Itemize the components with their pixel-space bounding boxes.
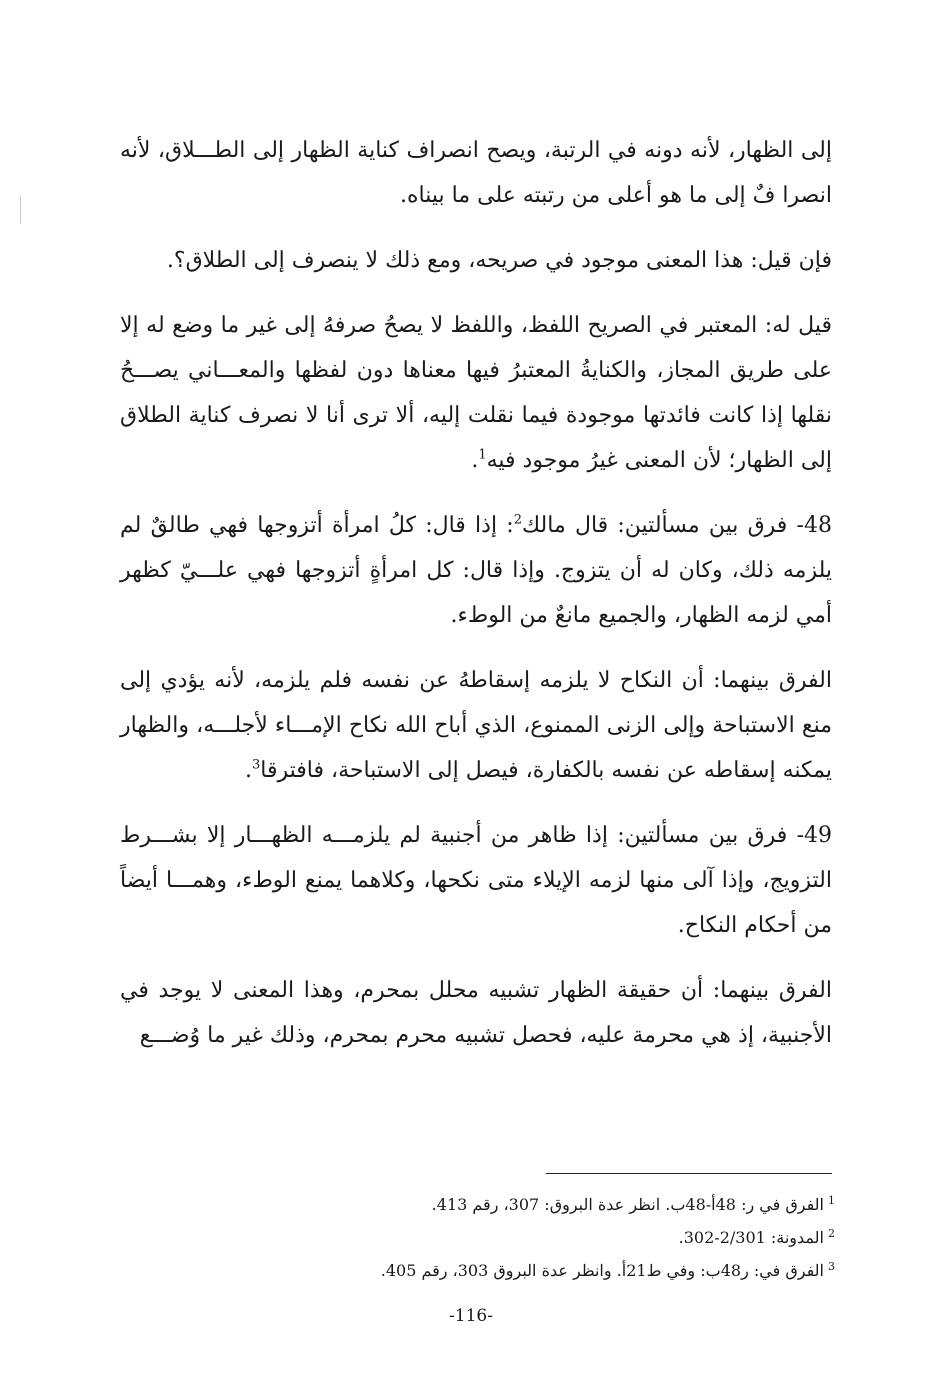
footnote-3-number: 3: [828, 1259, 835, 1273]
paragraph-3-text: قيل له: المعتبر في الصريح اللفظ، واللفظ لا يصحُ صرفهُ إلى غير ما وضع له إلا على طريق المجاز، والكنايةُ المعتبرُ فيها معناها دون لفظها والمعـــاني يصـــحُ نقلها إذا كانت فائدتها موجودة فيما نقلت إليه، ألا ترى أنا لا نصرف كناية الطلاق إلى الظهار؛ لأن المعنى غيرُ موجود فيه: [120, 313, 833, 473]
paragraph-4-text: 48- فرق بين مسألتين: قال مالك: [522, 513, 832, 538]
paragraph-5: [120, 658, 832, 793]
footnote-2-number: 2: [828, 1226, 835, 1240]
paragraph-2-text: فإن قيل: هذا المعنى موجود في صريحه، ومع ذلك لا ينصرف إلى الطلاق؟.: [166, 248, 832, 273]
footnote-ref-2[interactable]: 2: [513, 512, 522, 528]
footnote-divider: [546, 1173, 832, 1174]
paragraph-6-text: 49- فرق بين مسألتين: إذا ظاهر من أجنبية لم يلزمـــه الظهـــار إلا بشـــرط التزويج، وإذا آلى منها لزمه الإيلاء متى نكحها، وكلاهما يمنع الوطء، وهمـــا أيضاً من أحكام النكاح.: [120, 823, 832, 938]
paragraph-5-text: الفرق بينهما: أن النكاح لا يلزمه إسقاطهُ عن نفسه فلم يلزمه، لأنه يؤدي إلى منع الاستباحة وإلى الزنى الممنوع، الذي أباح الله نكاح الإمـــاء لأجلـــه، والظهار يمكنه إسقاطه عن نفسه بالكفارة، فيصل إلى الاستباحة، فافترقا: [120, 668, 832, 783]
footnote-2-text: المدونة: 2/301-302.: [678, 1228, 824, 1247]
paragraph-7: [120, 968, 832, 1058]
paragraph-7-text: الفرق بينهما: أن حقيقة الظهار تشبيه محلل بمحرم، وهذا المعنى لا يوجد في الأجنبية، إذ هي محرمة عليه، فحصل تشبيه محرم بمحرم، وذلك غير ما وُضـــع: [120, 978, 832, 1048]
body-text: [120, 128, 832, 1078]
footnote-1-number: 1: [828, 1193, 835, 1207]
footnote-1-text: الفرق في ر: 48أ-48ب. انظر عدة البروق: 307، رقم 413.: [431, 1195, 824, 1214]
paragraph-4: [120, 503, 832, 638]
scan-edge-mark: [20, 196, 21, 224]
footnote-3: [120, 1254, 835, 1287]
footnotes: [120, 1188, 835, 1287]
footnote-ref-3[interactable]: 3: [252, 757, 261, 773]
paragraph-3: [120, 303, 832, 483]
footnote-3-text: الفرق في: ر48ب: وفي ط21أ. وانظر عدة البروق 303، رقم 405.: [380, 1261, 824, 1280]
footnote-1: [120, 1188, 835, 1221]
paragraph-4-rest: : إذا قال: كلُ امرأة أتزوجها فهي طالقٌ لم يلزمه ذلك، وكان له أن يتزوج. وإذا قال: كل امرأةٍ أتزوجها فهي علـــيّ كظهر أمي لزمه الظهار، والجميع مانعٌ من الوطء.: [120, 513, 832, 628]
footnote-2: [120, 1221, 835, 1254]
paragraph-1: [120, 128, 832, 218]
paragraph-5-end: .: [245, 758, 252, 783]
paragraph-6: [120, 813, 832, 948]
footnote-ref-1[interactable]: 1: [478, 447, 487, 463]
page-number: -116-: [449, 1306, 493, 1326]
paragraph-3-end: .: [471, 448, 479, 473]
paragraph-2: [120, 238, 832, 283]
paragraph-1-text: إلى الظهار، لأنه دونه في الرتبة، ويصح انصراف كناية الظهار إلى الطـــلاق، لأنه انصرا فٌ إلى ما هو أعلى من رتبته على ما بيناه.: [120, 138, 832, 208]
